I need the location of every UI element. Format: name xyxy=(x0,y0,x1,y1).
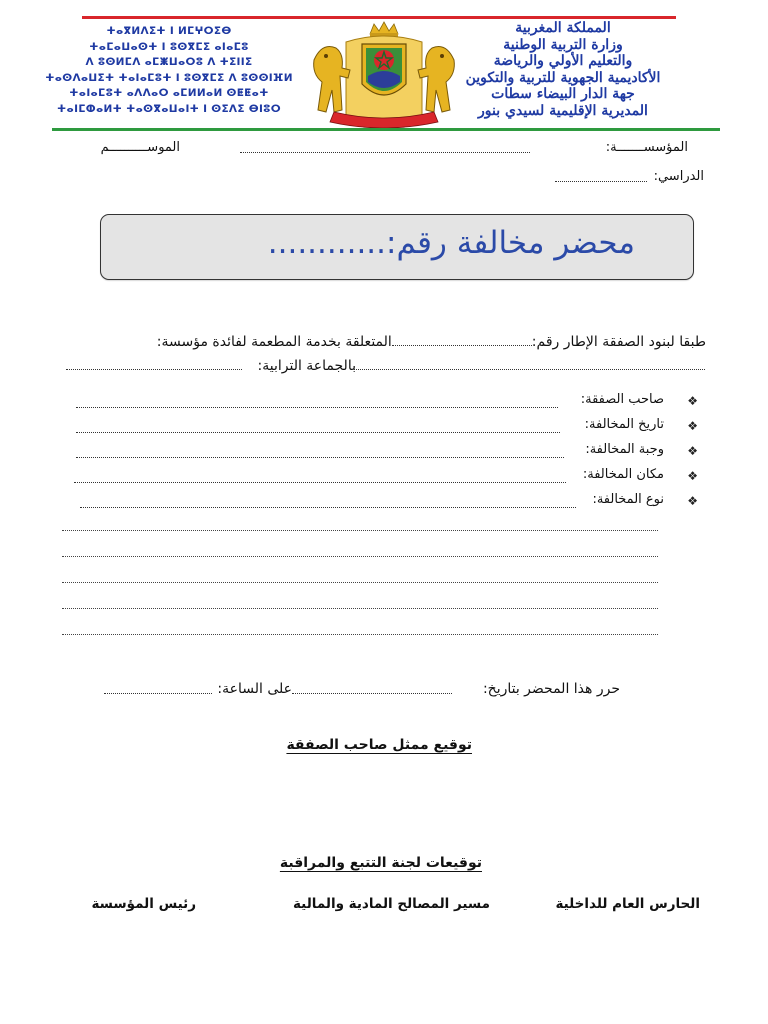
intro-paragraph xyxy=(60,331,706,353)
amazigh-line: ⵜⴰⵏⴰⵎⵓⵜ ⴰⴷⴷⴰⵔ ⴰⵎⵍⵍⴰⵍ ⵙⵟⵟⴰⵜ xyxy=(69,87,269,99)
diamond-bullet-icon: ❖ xyxy=(687,469,698,483)
bullet-contractor-label: صاحب الصفقة: xyxy=(580,392,664,407)
intro-text-part2: المتعلقة بخدمة المطعمة لفائدة مؤسسة: xyxy=(156,334,392,350)
institution-name-line[interactable] xyxy=(66,359,242,370)
bullet-type-label: نوع المخالفة: xyxy=(592,492,664,507)
arabic-header-line: الأكاديمية الجهوية للتربية والتكوين xyxy=(465,69,661,86)
bullet-contractor-line[interactable] xyxy=(76,397,558,408)
signatory-finance-manager: مسير المصالح المادية والمالية xyxy=(293,896,490,912)
issued-date-label: حرر هذا المحضر بتاريخ: xyxy=(482,681,620,697)
school-year-label: الدراسي: xyxy=(653,169,704,184)
framework-number-line[interactable] xyxy=(392,335,532,346)
amazigh-line: ⵜⴰⵏⵎⵀⴰⵍⵜ ⵜⴰⵙⴳⴰⵡⴰⵏⵜ ⵏ ⵙⵉⴷⵉ ⴱⵏⵓⵔ xyxy=(57,102,281,115)
issued-date-line[interactable] xyxy=(292,683,452,694)
header-green-rule xyxy=(52,128,720,131)
committee-signatures-title: توقيعات لجنة التتبع والمراقبة xyxy=(279,855,482,871)
season-label: الموســــــــــم xyxy=(100,140,180,155)
arabic-header-line: جهة الدار البيضاء سطات xyxy=(491,86,635,102)
issued-time-line[interactable] xyxy=(104,683,212,694)
diamond-bullet-icon: ❖ xyxy=(687,419,698,433)
bullet-date-label: تاريخ المخالفة: xyxy=(584,417,664,432)
violation-title-box xyxy=(100,214,694,280)
amazigh-line: ⴷ ⵓⵙⵍⵎⴷ ⴰⵎⵥⵡⴰⵔⵓ ⴷ ⵜⵉⵏⵏⵉ xyxy=(85,56,253,68)
bullet-meal-line[interactable] xyxy=(76,447,564,458)
arabic-header xyxy=(418,20,708,119)
school-year-line[interactable] xyxy=(555,171,647,182)
contractor-signature-title: توقيع ممثل صاحب الصفقة xyxy=(286,737,472,753)
arabic-header-line: المملكة المغربية xyxy=(515,20,611,36)
diamond-bullet-icon: ❖ xyxy=(687,394,698,408)
description-line[interactable] xyxy=(62,634,658,635)
signatory-school-director: رئيس المؤسسة xyxy=(91,896,196,912)
description-line[interactable] xyxy=(62,556,658,557)
diamond-bullet-icon: ❖ xyxy=(687,494,698,508)
description-line[interactable] xyxy=(62,582,658,583)
commune-line[interactable] xyxy=(352,359,705,370)
institution-field-label: المؤسســـــــة: xyxy=(605,140,688,155)
territorial-commune-label: بالجماعة الترابية: xyxy=(257,358,356,374)
bullet-place-label: مكان المخالفة: xyxy=(582,467,664,482)
bullet-meal-label: وجبة المخالفة: xyxy=(585,442,664,457)
description-line[interactable] xyxy=(62,608,658,609)
amazigh-header xyxy=(44,24,294,117)
amazigh-line: ⵜⴰⴳⵍⴷⵉⵜ ⵏ ⵍⵎⵖⵔⵉⴱ xyxy=(106,25,232,37)
amazigh-line: ⵜⴰⵎⴰⵡⴰⵙⵜ ⵏ ⵓⵙⴳⵎⵉ ⴰⵏⴰⵎⵓ xyxy=(89,40,249,53)
bullet-date-line[interactable] xyxy=(76,422,560,433)
amazigh-line: ⵜⴰⵙⴷⴰⵡⵉⵜ ⵜⴰⵏⴰⵎⵓⵜ ⵏ ⵓⵙⴳⵎⵉ ⴷ ⵓⵙⵙⵏⴼⵍ xyxy=(45,71,293,84)
arabic-header-line: المديرية الإقليمية لسيدي بنور xyxy=(478,102,648,119)
institution-field-line[interactable] xyxy=(240,142,530,153)
bullet-place-line[interactable] xyxy=(74,472,566,483)
arabic-header-line: والتعليم الأولي والرياضة xyxy=(493,53,633,69)
signatory-general-guard: الحارس العام للداخلية xyxy=(555,896,700,912)
header-red-rule xyxy=(82,16,676,19)
intro-text-part1: طبقا لبنود الصفقة الإطار رقم: xyxy=(531,334,706,350)
diamond-bullet-icon: ❖ xyxy=(687,444,698,458)
description-line[interactable] xyxy=(62,530,658,531)
bullet-type-line[interactable] xyxy=(80,497,576,508)
violation-report-title: محضر مخالفة رقم:............ xyxy=(267,225,635,261)
issued-time-label: على الساعة: xyxy=(217,681,292,697)
arabic-header-line: وزارة التربية الوطنية xyxy=(503,36,623,53)
